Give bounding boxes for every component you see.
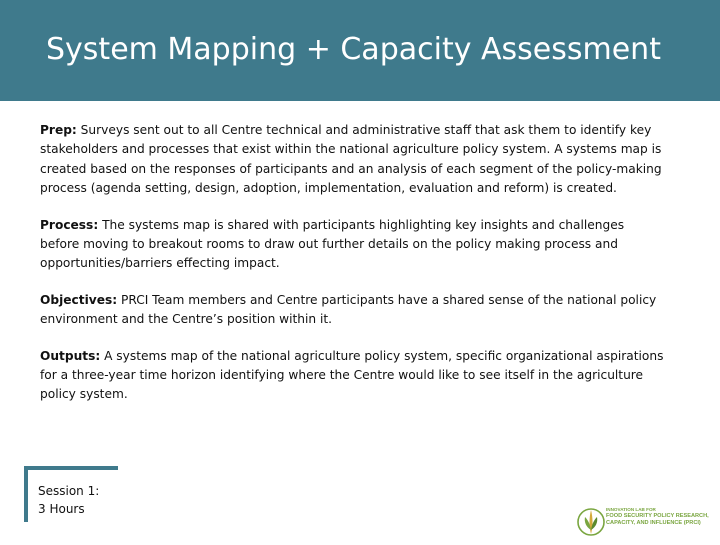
wheat-leaf-icon bbox=[576, 500, 606, 540]
section-label: Process: bbox=[40, 217, 99, 232]
section-text: The systems map is shared with participants highlighting key insights and challenges before moving to breakout rooms to draw out further details on the policy making process and opportunities/barriers effecting impact. bbox=[40, 217, 625, 271]
session-number: Session 1: bbox=[38, 484, 100, 498]
logo-line: INNOVATION LAB FOR bbox=[606, 507, 656, 512]
section-text: Surveys sent out to all Centre technical and administrative staff that ask them to identify key stakeholders and processes that exist within the national agriculture policy system. A systems map is created based on the responses of participants and an analysis of each segment of the policy-making process (agenda setting, design, adoption, implementation, evaluation and reform) is created. bbox=[40, 123, 662, 196]
slide-title: System Mapping + Capacity Assessment bbox=[46, 32, 661, 67]
section-outputs bbox=[40, 347, 665, 405]
section-objectives bbox=[40, 291, 665, 330]
section-label: Objectives: bbox=[40, 292, 118, 307]
section-text: A systems map of the national agriculture policy system, specific organizational aspirations for a three-year time horizon identifying where the Centre would like to see itself in the agriculture policy system. bbox=[40, 348, 664, 402]
logo-line: FOOD SECURITY POLICY RESEARCH, bbox=[606, 513, 709, 519]
section-prep bbox=[40, 121, 665, 199]
content-body bbox=[40, 121, 665, 422]
logo-text bbox=[606, 506, 709, 527]
title-bar bbox=[0, 0, 720, 101]
prci-logo bbox=[576, 500, 718, 540]
session-duration: 3 Hours bbox=[38, 502, 85, 516]
section-process bbox=[40, 216, 665, 274]
section-label: Prep: bbox=[40, 123, 77, 137]
session-label bbox=[38, 482, 99, 518]
section-text: PRCI Team members and Centre participants have a shared sense of the national policy environment and the Centre’s position within it. bbox=[40, 292, 657, 327]
section-label: Outputs: bbox=[40, 348, 101, 363]
logo-line: CAPACITY, AND INFLUENCE (PRCI) bbox=[606, 520, 701, 526]
